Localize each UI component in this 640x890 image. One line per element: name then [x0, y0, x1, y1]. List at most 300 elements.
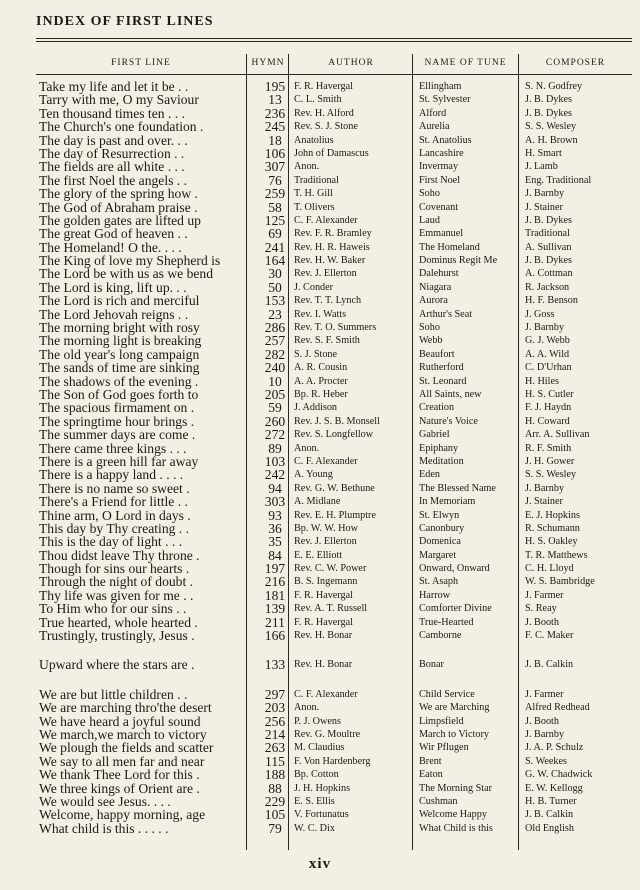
table-row — [36, 768, 632, 781]
composer-cell: H. Smart — [525, 147, 562, 159]
author-cell: C. F. Alexander — [294, 214, 358, 226]
first-line-cell: Through the night of doubt . — [39, 574, 194, 590]
composer-cell: R. F. Smith — [525, 442, 572, 454]
composer-cell: Traditional — [525, 228, 570, 240]
hymn-number-cell: 236 — [264, 105, 286, 121]
author-cell: Anon. — [294, 702, 320, 714]
tune-name-cell: Limpsfield — [419, 715, 464, 727]
tune-name-cell: What Child is this — [419, 822, 493, 834]
composer-cell: S. S. Wesley — [525, 121, 577, 133]
author-cell: B. S. Ingemann — [294, 576, 358, 588]
hymn-number-cell: 245 — [264, 119, 286, 135]
table-row — [36, 808, 632, 821]
table-row — [36, 160, 632, 173]
composer-cell: F. C. Maker — [525, 630, 574, 642]
composer-cell: H. S. Oakley — [525, 536, 578, 548]
author-cell: A. Young — [294, 469, 333, 481]
author-cell: Rev. H. W. Baker — [294, 255, 366, 267]
table-row — [36, 201, 632, 214]
table-row — [36, 334, 632, 347]
tune-name-cell: In Memoriam — [419, 496, 476, 508]
hymn-number-cell: 50 — [268, 279, 282, 295]
author-cell: A. A. Procter — [294, 375, 348, 387]
first-line-cell: The Homeland! O the. . . . — [39, 239, 182, 255]
author-cell: Rev. S. Longfellow — [294, 429, 374, 441]
table-row — [36, 241, 632, 254]
table-row — [36, 575, 632, 588]
tune-name-cell: March to Victory — [419, 728, 489, 740]
first-line-cell: We would see Jesus. . . . — [39, 793, 171, 809]
composer-cell: H. S. Cutler — [525, 388, 574, 400]
first-line-cell: The golden gates are lifted up — [39, 212, 201, 228]
hymn-number-cell: 282 — [264, 346, 286, 362]
hymn-number-cell: 76 — [268, 172, 282, 188]
tune-name-cell: Aurelia — [419, 121, 450, 133]
tune-name-cell: Canonbury — [419, 522, 465, 534]
hymn-number-cell: 30 — [268, 266, 282, 282]
author-cell: Anatolius — [294, 134, 334, 146]
tune-name-cell: Cushman — [419, 795, 458, 807]
hymn-number-cell: 139 — [264, 601, 286, 617]
tune-name-cell: St. Leonard — [419, 375, 467, 387]
tune-name-cell: St. Elwyn — [419, 509, 460, 521]
table-row — [36, 214, 632, 227]
tune-name-cell: Rutherford — [419, 362, 464, 374]
author-cell: J. Addison — [294, 402, 338, 414]
composer-cell: H. F. Benson — [525, 295, 578, 307]
hymn-number-cell: 307 — [264, 159, 286, 175]
composer-cell: G. J. Webb — [525, 335, 570, 347]
author-cell: Rev. A. T. Russell — [294, 603, 368, 615]
table-row — [36, 795, 632, 808]
hymn-number-cell: 216 — [264, 574, 286, 590]
author-cell: Rev. T. T. Lynch — [294, 295, 362, 307]
hymn-number-cell: 84 — [268, 547, 282, 563]
tune-name-cell: Creation — [419, 402, 455, 414]
composer-cell: J. B. Calkin — [525, 809, 574, 821]
tune-name-cell: We are Marching — [419, 702, 490, 714]
hymn-number-cell: 59 — [268, 400, 282, 416]
composer-cell: J. Booth — [525, 616, 559, 628]
table-row — [36, 107, 632, 120]
composer-cell: H. Coward — [525, 415, 570, 427]
table-row — [36, 375, 632, 388]
tune-name-cell: Eaton — [419, 769, 443, 781]
table-row — [36, 174, 632, 187]
first-line-cell: The God of Abraham praise . — [39, 199, 198, 215]
author-cell: Anon. — [294, 161, 320, 173]
hymn-number-cell: 105 — [264, 807, 286, 823]
tune-name-cell: St. Asaph — [419, 576, 459, 588]
table-row — [36, 616, 632, 629]
tune-name-cell: The Homeland — [419, 241, 480, 253]
author-cell: Rev. I. Watts — [294, 308, 347, 320]
composer-cell: C. D'Urhan — [525, 362, 572, 374]
author-cell: J. H. Hopkins — [294, 782, 351, 794]
table-row — [36, 522, 632, 535]
tune-name-cell: Meditation — [419, 455, 464, 467]
tune-name-cell: Invermay — [419, 161, 459, 173]
first-line-cell: The day of Resurrection . . — [39, 145, 185, 161]
tune-name-cell: St. Anatolius — [419, 134, 472, 146]
first-line-cell: The first Noel the angels . . — [39, 172, 187, 188]
table-row — [36, 509, 632, 522]
hymn-number-cell: 88 — [268, 780, 282, 796]
first-line-cell: The Lord is rich and merciful — [39, 293, 200, 309]
composer-cell: J. H. Gower — [525, 455, 575, 467]
author-cell: Rev. J. S. B. Monsell — [294, 415, 380, 427]
table-row — [36, 187, 632, 200]
composer-cell: S. Weekes — [525, 755, 567, 767]
author-cell: Anon. — [294, 442, 320, 454]
hymn-number-cell: 36 — [268, 520, 282, 536]
first-line-cell: There is a happy land . . . . — [39, 467, 184, 483]
composer-cell: E. W. Kellogg — [525, 782, 583, 794]
table-row — [36, 80, 632, 93]
hymn-number-cell: 303 — [264, 494, 286, 510]
table-row — [36, 468, 632, 481]
tune-name-cell: Brent — [419, 755, 442, 767]
table-row — [36, 715, 632, 728]
tune-name-cell: Wir Pflugen — [419, 742, 469, 754]
hymn-number-cell: 195 — [264, 79, 286, 94]
author-cell: M. Claudius — [294, 742, 345, 754]
table-header — [36, 54, 632, 75]
first-line-cell: The summer days are come . — [39, 427, 196, 443]
table-row — [36, 415, 632, 428]
table-row — [36, 495, 632, 508]
author-cell: F. R. Havergal — [294, 589, 353, 601]
first-line-cell: There is no name so sweet . — [39, 480, 190, 496]
tune-name-cell: True-Hearted — [419, 616, 474, 628]
composer-cell: J. Barnby — [525, 728, 565, 740]
table-row — [36, 535, 632, 548]
hymn-number-cell: 188 — [264, 767, 286, 783]
tune-name-cell: Child Service — [419, 688, 475, 700]
composer-cell: H. B. Turner — [525, 795, 577, 807]
composer-cell: J. B. Dykes — [525, 255, 572, 267]
author-cell: Bp. R. Heber — [294, 388, 348, 400]
hymn-number-cell: 69 — [268, 226, 282, 242]
author-cell: S. J. Stone — [294, 348, 338, 360]
hymn-number-cell: 214 — [264, 726, 286, 742]
author-cell: E. E. Elliott — [294, 549, 343, 561]
table-row — [36, 254, 632, 267]
table-row — [36, 93, 632, 106]
hymn-number-cell: 23 — [268, 306, 282, 322]
first-line-cell: Tarry with me, O my Saviour — [39, 92, 199, 108]
first-line-cell: The spacious firmament on . — [39, 400, 195, 416]
header-composer: COMPOSER — [545, 58, 606, 68]
header-hymn: HYMN — [251, 58, 285, 68]
author-cell: Rev. S. F. Smith — [294, 335, 360, 347]
head-rule — [36, 38, 632, 42]
table-row — [36, 822, 632, 835]
composer-cell: J. Lamb — [525, 161, 558, 173]
table-row — [36, 281, 632, 294]
page-number: xiv — [308, 856, 332, 872]
tune-name-cell: Comforter Divine — [419, 603, 492, 615]
first-line-cell: We have heard a joyful sound — [39, 713, 201, 729]
table-row — [36, 562, 632, 575]
composer-cell: E. J. Hopkins — [525, 509, 580, 521]
first-line-cell: There came three kings . . . — [39, 440, 187, 456]
composer-cell: F. J. Haydn — [525, 402, 572, 414]
composer-cell: J. Stainer — [525, 201, 563, 213]
hymn-number-cell: 94 — [268, 480, 282, 496]
composer-cell: J. Farmer — [525, 688, 564, 700]
hymn-number-cell: 58 — [268, 199, 282, 215]
first-line-cell: Thy life was given for me . . — [39, 587, 194, 603]
hymn-number-cell: 260 — [264, 413, 286, 429]
first-line-cell: We thank Thee Lord for this . — [39, 767, 200, 783]
hymn-number-cell: 181 — [264, 587, 286, 603]
tune-name-cell: Lancashire — [419, 147, 464, 159]
author-cell: Traditional — [294, 174, 339, 186]
author-cell: E. S. Ellis — [294, 795, 335, 807]
first-line-cell: This day by Thy creating . . — [39, 520, 190, 536]
hymn-number-cell: 256 — [264, 713, 286, 729]
first-line-cell: We are marching thro'the desert — [39, 700, 212, 716]
index-rows — [36, 80, 632, 835]
first-line-cell: We are but little children . . — [39, 686, 188, 702]
composer-cell: J. B. Calkin — [525, 659, 574, 671]
hymn-number-cell: 197 — [264, 561, 286, 577]
hymn-number-cell: 166 — [264, 628, 286, 644]
hymn-number-cell: 106 — [264, 145, 286, 161]
author-cell: F. R. Havergal — [294, 616, 353, 628]
composer-cell: C. H. Lloyd — [525, 563, 574, 575]
running-head: INDEX OF FIRST LINES — [36, 14, 214, 29]
tune-name-cell: Welcome Happy — [419, 809, 487, 821]
hymn-number-cell: 286 — [264, 320, 286, 336]
composer-cell: J. B. Dykes — [525, 214, 572, 226]
author-cell: F. R. Havergal — [294, 81, 353, 92]
tune-name-cell: Soho — [419, 322, 440, 334]
first-line-cell: Trustingly, trustingly, Jesus . — [39, 628, 195, 644]
table-row — [36, 388, 632, 401]
first-line-cell: We march,we march to victory — [39, 726, 207, 742]
first-line-cell: The Lord Jehovah reigns . . — [39, 306, 189, 322]
table-row — [36, 308, 632, 321]
tune-name-cell: First Noel — [419, 174, 461, 186]
table-row — [36, 442, 632, 455]
first-line-cell: The Lord be with us as we bend — [39, 266, 214, 282]
hymn-number-cell: 35 — [268, 534, 282, 550]
table-row — [36, 267, 632, 280]
tune-name-cell: Domenica — [419, 536, 461, 548]
hymn-number-cell: 164 — [264, 253, 286, 269]
tune-name-cell: Harrow — [419, 589, 451, 601]
tune-name-cell: Onward, Onward — [419, 563, 490, 575]
first-line-cell: Ten thousand times ten . . . — [39, 105, 185, 121]
tune-name-cell: Arthur's Seat — [419, 308, 473, 320]
first-line-cell: The fields are all white . . . — [39, 159, 185, 175]
table-row — [36, 147, 632, 160]
tune-name-cell: Bonar — [419, 659, 444, 671]
first-line-cell: We plough the fields and scatter — [39, 740, 214, 756]
table-row — [36, 589, 632, 602]
author-cell: Rev. E. H. Plumptre — [294, 509, 376, 521]
tune-name-cell: St. Sylvester — [419, 94, 471, 106]
composer-cell: J. B. Dykes — [525, 107, 572, 119]
table-row — [36, 227, 632, 240]
table-row — [36, 602, 632, 615]
header-first-line: FIRST LINE — [111, 58, 171, 68]
author-cell: John of Damascus — [294, 147, 369, 159]
tune-name-cell: Laud — [419, 214, 440, 226]
tune-name-cell: Gabriel — [419, 429, 450, 441]
hymn-number-cell: 18 — [268, 132, 282, 148]
first-line-cell: Upward where the stars are . — [39, 657, 195, 673]
first-line-cell: This is the day of light . . . — [39, 534, 183, 550]
tune-name-cell: The Morning Star — [419, 782, 492, 794]
table-row — [36, 658, 632, 671]
author-cell: T. H. Gill — [294, 188, 333, 200]
table-row — [36, 134, 632, 147]
first-line-cell: There is a green hill far away — [39, 453, 199, 469]
first-line-cell: The King of love my Shepherd is — [39, 253, 221, 269]
author-cell: W. C. Dix — [294, 822, 335, 834]
composer-cell: J. Booth — [525, 715, 559, 727]
tune-name-cell: Dalehurst — [419, 268, 459, 280]
tune-name-cell: Eden — [419, 469, 440, 481]
hymn-number-cell: 203 — [264, 700, 286, 716]
author-cell: Rev. S. J. Stone — [294, 121, 358, 133]
hymn-number-cell: 263 — [264, 740, 286, 756]
table-row — [36, 728, 632, 741]
author-cell: Rev. G. Moultre — [294, 728, 361, 740]
composer-cell: W. S. Bambridge — [525, 576, 595, 588]
composer-cell: S. S. Wesley — [525, 469, 577, 481]
tune-name-cell: Ellingham — [419, 81, 462, 92]
composer-cell: J. B. Dykes — [525, 94, 572, 106]
composer-cell: J. Barnby — [525, 188, 565, 200]
composer-cell: R. Jackson — [525, 281, 570, 293]
author-cell: Bp. W. W. How — [294, 522, 358, 534]
composer-cell: A. H. Brown — [525, 134, 578, 146]
hymn-number-cell: 205 — [264, 386, 286, 402]
first-line-cell: Thine arm, O Lord in days . — [39, 507, 191, 523]
composer-cell: J. Goss — [525, 308, 555, 320]
hymn-number-cell: 10 — [268, 373, 282, 389]
author-cell: Rev. H. Bonar — [294, 659, 353, 671]
hymn-number-cell: 89 — [268, 440, 282, 456]
hymn-number-cell: 272 — [264, 427, 286, 443]
author-cell: T. Olivers — [294, 201, 335, 213]
hymn-number-cell: 257 — [264, 333, 286, 349]
table-row — [36, 755, 632, 768]
author-cell: A. R. Cousin — [294, 362, 348, 374]
first-line-cell: Thou didst leave Thy throne . — [39, 547, 200, 563]
first-line-cell: Welcome, happy morning, age — [39, 807, 206, 823]
first-line-cell: The Lord is king, lift up. . . — [39, 279, 187, 295]
author-cell: V. Fortunatus — [294, 809, 349, 821]
hymn-number-cell: 79 — [268, 820, 282, 836]
table-row — [36, 629, 632, 642]
author-cell: Rev. J. Ellerton — [294, 268, 357, 280]
hymn-number-cell: 125 — [264, 212, 286, 228]
first-line-cell: Though for sins our hearts . — [39, 561, 190, 577]
composer-cell: T. R. Matthews — [525, 549, 588, 561]
author-cell: Rev. H. Alford — [294, 107, 354, 119]
composer-cell: J. Barnby — [525, 322, 565, 334]
author-cell: C. L. Smith — [294, 94, 342, 106]
tune-name-cell: Niagara — [419, 281, 452, 293]
tune-name-cell: Soho — [419, 188, 440, 200]
composer-cell: J. Barnby — [525, 482, 565, 494]
author-cell: F. Von Hardenberg — [294, 755, 371, 767]
first-line-cell: The morning light is breaking — [39, 333, 202, 349]
first-line-cell: The morning bright with rosy — [39, 320, 200, 336]
hymn-number-cell: 115 — [265, 753, 285, 769]
author-cell: Bp. Cotton — [294, 769, 339, 781]
hymn-number-cell: 133 — [264, 657, 286, 673]
first-line-cell: We say to all men far and near — [39, 753, 205, 769]
composer-cell: H. Hiles — [525, 375, 559, 387]
composer-cell: A. A. Wild — [525, 348, 570, 360]
hymn-number-cell: 259 — [264, 186, 286, 202]
composer-cell: Alfred Redhead — [525, 702, 590, 714]
tune-name-cell: Aurora — [419, 295, 448, 307]
composer-cell: J. Farmer — [525, 589, 564, 601]
first-line-cell: The Son of God goes forth to — [39, 386, 199, 402]
composer-cell: A. Sullivan — [525, 241, 572, 253]
first-line-cell: The glory of the spring how . — [39, 186, 198, 202]
tune-name-cell: All Saints, new — [419, 388, 482, 400]
table-row — [36, 782, 632, 795]
first-line-cell: Take my life and let it be . . — [39, 79, 189, 94]
table-row — [36, 321, 632, 334]
table-row — [36, 482, 632, 495]
hymn-number-cell: 229 — [264, 793, 286, 809]
tune-name-cell: Nature's Voice — [419, 415, 478, 427]
author-cell: Rev. J. Ellerton — [294, 536, 357, 548]
header-tune: NAME OF TUNE — [424, 58, 507, 68]
composer-cell: J. Stainer — [525, 496, 563, 508]
hymn-number-cell: 211 — [265, 614, 285, 630]
author-cell: C. F. Alexander — [294, 688, 358, 700]
tune-name-cell: Epiphany — [419, 442, 459, 454]
tune-name-cell: The Blessed Name — [419, 482, 496, 494]
hymn-number-cell: 241 — [264, 239, 286, 255]
first-line-cell: The old year's long campaign — [39, 346, 200, 362]
table-row — [36, 549, 632, 562]
tune-name-cell: Margaret — [419, 549, 457, 561]
tune-name-cell: Camborne — [419, 630, 462, 642]
composer-cell: Arr. A. Sullivan — [525, 429, 590, 441]
tune-name-cell: Webb — [419, 335, 443, 347]
hymn-number-cell: 93 — [268, 507, 282, 523]
composer-cell: S. Reay — [525, 603, 557, 615]
table-row — [36, 361, 632, 374]
hymn-number-cell: 240 — [264, 360, 286, 376]
tune-name-cell: Dominus Regit Me — [419, 255, 498, 267]
author-cell: J. Conder — [294, 281, 334, 293]
table-row — [36, 455, 632, 468]
table-row — [36, 428, 632, 441]
first-line-cell: To Him who for our sins . . — [39, 601, 187, 617]
tune-name-cell: Alford — [419, 107, 447, 119]
hymn-number-cell: 153 — [264, 293, 286, 309]
author-cell: Rev. G. W. Bethune — [294, 482, 375, 494]
first-line-cell: There's a Friend for little . . — [39, 494, 188, 510]
table-row — [36, 741, 632, 754]
first-line-cell: The sands of time are sinking — [39, 360, 200, 376]
author-cell: Rev. T. O. Summers — [294, 322, 377, 334]
hymn-number-cell: 242 — [264, 467, 286, 483]
table-row — [36, 294, 632, 307]
